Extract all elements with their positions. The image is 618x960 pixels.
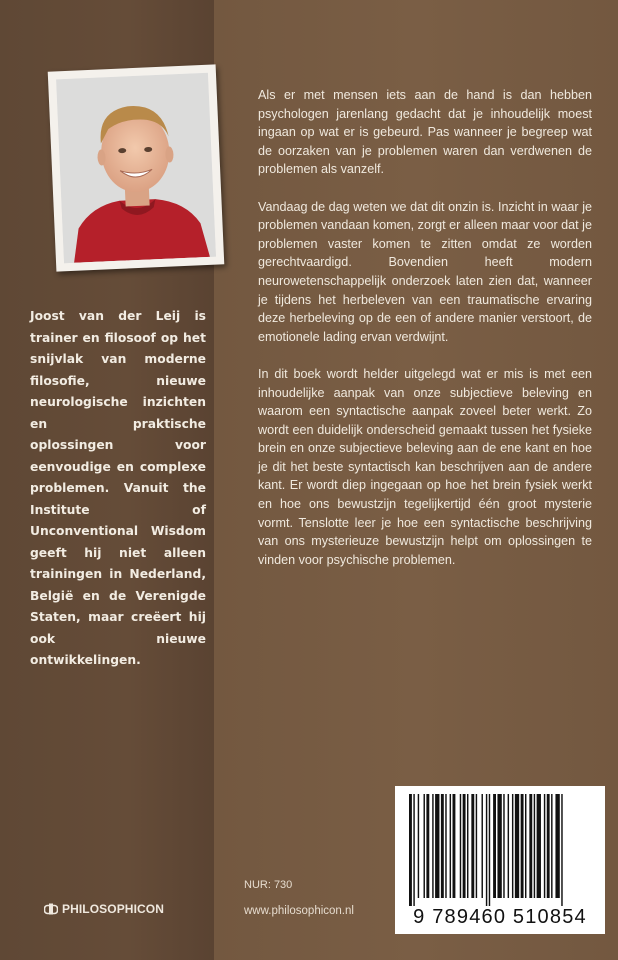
barcode-bar	[424, 794, 425, 898]
barcode-bar	[467, 794, 468, 898]
blurb-paragraph-3: In dit boek wordt helder uitgelegd wat er mis is met een inhoudelijke aanpak van onze subjectieve beleving en waarom een syntactische aanpak zoveel beter werkt. Zo wordt een duidelijk onderscheid gemaakt tussen het fysieke brein en onze subjectieve beleving aan de ene kant en hoe je dit het beste syntactisch kan beschrijven aan de andere kant. Er wordt diep ingegaan op hoe het brein fysiek werkt en hoe ons bewustzijn tegelijkertijd één groot mysterie vormt. Tenslotte leer je hoe een syntactische beschrijving van ons mysterieuze bewustzijn helpt om oplossingen te vinden voor psychische problemen.	[258, 366, 592, 567]
barcode-bar	[537, 794, 541, 898]
barcode-bar	[551, 794, 552, 898]
nur-code: NUR: 730	[244, 879, 293, 891]
barcode-bar	[476, 794, 477, 898]
barcode-bar	[413, 794, 414, 906]
barcode-bar	[453, 794, 456, 898]
barcode-bar	[445, 794, 446, 898]
barcode-bar	[555, 794, 559, 898]
barcode-bar	[544, 794, 545, 898]
author-portrait-icon	[56, 73, 216, 263]
barcode-bar	[409, 794, 412, 906]
author-bio: Joost van der Leij is trainer en filosoof op het snijvlak van moderne filosofie, nieuwe neurologische inzichten en praktische oplossingen voor eenvoudige en complexe problemen. Vanuit the Institute of Unconventional Wisdom geeft hij niet alleen trainingen in Nederland, België en de Verenigde Staten, maar creëert hij ook nieuwe ontwikkelingen.	[30, 309, 206, 667]
isbn-barcode	[395, 786, 605, 934]
barcode-bar	[482, 794, 483, 898]
barcode-bar	[508, 794, 509, 898]
publisher-logo	[44, 902, 164, 916]
barcode-bar	[460, 794, 461, 898]
barcode-bar	[503, 794, 504, 898]
barcode-bar	[441, 794, 444, 898]
barcode-bar	[450, 794, 451, 898]
publisher-name: PHILOSOPHICON	[62, 902, 164, 916]
blurb-paragraph-1: Als er met mensen iets aan de hand is dan hebben psychologen jarenlang gedacht dat je inhoudelijk moest ingaan op wat er is gebeurd. Pas wanneer je begreep wat de oorzaken van je problemen waren dan verdwenen de problemen als vanzelf.	[258, 88, 592, 177]
barcode-bar	[529, 794, 532, 898]
blurb-paragraph-2: Vandaag de dag weten we dat dit onzin is. Inzicht in waar je problemen vandaan komen, zorgt er alleen maar voor dat je problemen vaster komen te zitten omdat ze worden gerechtvaardigd. Bovendien heeft modern neurowetenschappelijk onderzoek laten zien dat, wanneer je tijdens het herbeleven van een traumatische ervaring deze herbeleving op de een of andere manier verstoort, de emotionele lading ervan verdwijnt.	[258, 199, 592, 344]
barcode-bar	[515, 794, 519, 898]
barcode-bar	[463, 794, 466, 898]
barcode-bar	[489, 794, 490, 906]
isbn-digits: 9 789460 510854	[413, 906, 587, 928]
barcode-bar	[435, 794, 439, 898]
barcode-bar	[418, 794, 419, 898]
barcode-bar	[493, 794, 496, 898]
barcode-bar	[486, 794, 487, 906]
barcode-bars	[395, 786, 605, 906]
barcode-bar	[525, 794, 526, 898]
author-photo	[48, 64, 225, 271]
barcode-bar	[561, 794, 562, 906]
barcode-bar	[521, 794, 524, 898]
philosophicon-logo-icon	[44, 903, 58, 915]
barcode-bar	[547, 794, 550, 898]
blurb-text	[258, 86, 592, 588]
barcode-bar	[432, 794, 433, 898]
author-photo-image	[56, 73, 216, 263]
barcode-bar	[512, 794, 513, 898]
barcode-bar	[471, 794, 474, 898]
barcode-bar	[497, 794, 501, 898]
barcode-bar	[426, 794, 429, 898]
barcode-bar	[534, 794, 535, 898]
publisher-website: www.philosophicon.nl	[244, 905, 354, 917]
